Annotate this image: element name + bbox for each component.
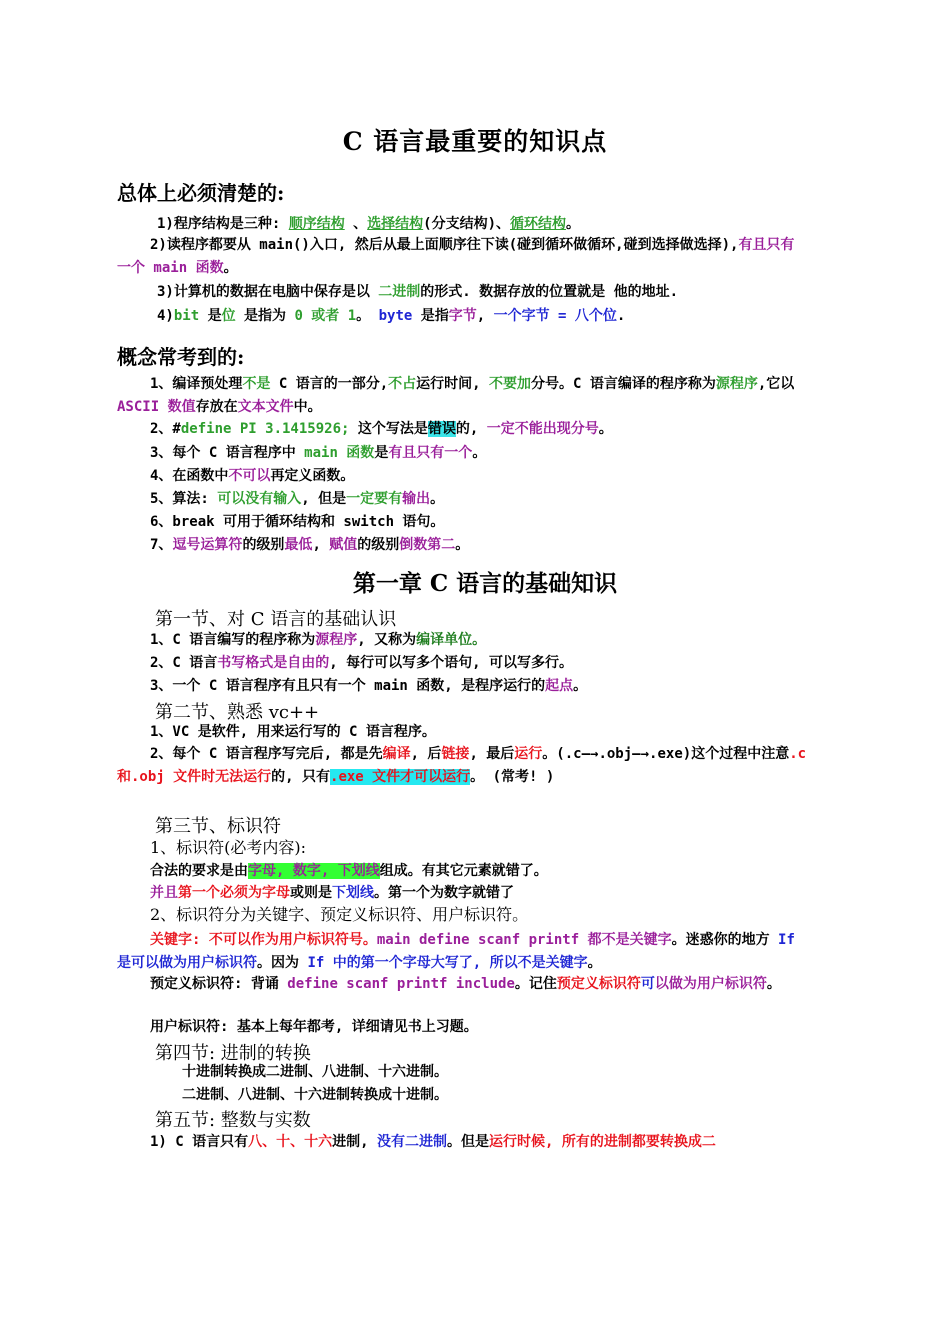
text: 没有二进制 (377, 1134, 448, 1150)
text: 的级别 (242, 537, 285, 553)
overview-line-4 (157, 306, 625, 326)
text: 3、一个 C 语言程序有且只有一个 main 函数, 是程序运行的 (150, 678, 546, 694)
text: C 语言的一部分, (270, 376, 389, 392)
text: 1、VC 是软件, 用来运行写的 C 语言程序。 (150, 724, 436, 740)
text: 或则是 (290, 885, 332, 901)
text: 7、 (150, 537, 173, 553)
section-5-item-1 (150, 1132, 716, 1152)
section-3-item-5 (117, 929, 807, 974)
text: 中。 (293, 398, 322, 415)
concepts-heading: 概念常考到的: (117, 345, 245, 369)
text: 顺序结构 (288, 216, 345, 232)
text: 位 (221, 308, 236, 324)
text: 。迷惑你的地方 (671, 932, 779, 948)
section-5-heading: 第五节: 整数与实数 (155, 1110, 311, 1131)
text: 。 (223, 259, 238, 276)
text: 循环结构 (510, 216, 567, 232)
text: 八、十、十六 (248, 1134, 333, 1150)
text: 。第一个为数字就错了 (374, 885, 514, 901)
text: 不是 (242, 376, 271, 392)
text: 用户标识符: 基本上每年都考, 详细请见书上习题。 (150, 1019, 478, 1035)
section-2-item-1 (150, 722, 436, 742)
text: 存放在 (195, 398, 238, 415)
text: 源程序 (315, 632, 358, 648)
text: 。因为 (257, 954, 308, 971)
concept-item-2 (150, 419, 613, 439)
text: 是指为 (235, 308, 295, 324)
text: 关键字: 不可以作为用户标识符号。 (150, 932, 377, 948)
text: .exe 文件才可以运行 (330, 768, 471, 785)
text: byte (378, 308, 413, 324)
section-4-item-2 (182, 1085, 448, 1105)
text: 。 (566, 216, 581, 232)
text: 。 (常考! ) (470, 768, 555, 785)
text: If 中的第一个字母大写了, 所以不是关键字 (307, 954, 588, 971)
text: 字母, 数字, 下划线 (248, 863, 380, 879)
text: 1、C 语言编写的程序称为 (150, 632, 316, 648)
text: 。 (472, 632, 487, 648)
text: 选择结构 (367, 216, 424, 232)
section-3-item-7 (150, 1017, 478, 1037)
concept-item-6 (150, 512, 444, 532)
text: .obj— (598, 746, 641, 762)
text: 输出 (402, 491, 431, 507)
text: 。记住 (514, 976, 557, 992)
text: 不占 (388, 376, 417, 392)
overview-line-2 (117, 234, 807, 279)
text: 6、break 可用于循环结构和 switch 语句。 (150, 514, 445, 530)
section-3-item-6 (117, 973, 807, 996)
text: 。 (573, 678, 588, 694)
section-2-heading: 第二节、熟悉 vc++ (155, 702, 320, 723)
text: 进制, (332, 1134, 378, 1150)
text: 运行时间, (416, 376, 490, 392)
text: 是指 (412, 308, 449, 324)
text: 有且只有一个 main 函数 (117, 237, 795, 276)
text: 源程序 (715, 376, 758, 392)
section-4-item-1 (182, 1062, 448, 1082)
text: ,它以 (757, 376, 795, 392)
text: , 每行可以写多个语句, 可以写多行。 (329, 655, 574, 671)
text: 再定义函数。 (270, 468, 355, 484)
text: 2、# (150, 421, 181, 437)
text: 预定义标识符 (556, 976, 641, 992)
text: 2、标识符分为关键字、预定义标识符、用户标识符。 (150, 905, 529, 924)
text: 并且 (150, 885, 178, 901)
text: main define scanf printf (376, 932, 580, 948)
text: 的级别 (357, 537, 400, 553)
text: 逗号运算符 (172, 537, 243, 553)
overview-line-1 (157, 214, 580, 234)
text: main 函数 (304, 445, 375, 461)
text: 不可以 (228, 468, 271, 484)
text: 的, 只有 (271, 768, 331, 785)
text: 都不是关键字 (579, 932, 672, 948)
text: 书写格式是自由的 (217, 655, 330, 671)
text: 1、标识符(必考内容): (150, 838, 307, 857)
text: 错误 (427, 421, 456, 437)
arrow-right-icon: → (590, 746, 599, 762)
text: . (616, 308, 626, 324)
text: 十进制转换成二进制、八进制、十六进制。 (182, 1064, 448, 1080)
text: 是 (374, 445, 389, 461)
text: 、 (344, 216, 368, 232)
text: If 是可以做为用户标识符 (117, 932, 795, 971)
text: 一定不能出现分号 (486, 421, 599, 437)
concept-item-5 (150, 489, 444, 509)
text: 组成。有其它元素就错了。 (379, 863, 548, 879)
section-1-item-1 (150, 630, 486, 650)
text: 4、在函数中 (150, 468, 229, 484)
section-1-item-2 (150, 653, 573, 673)
text: 这个写法是 (349, 421, 428, 437)
concept-item-7 (150, 535, 469, 555)
overview-heading: 总体上必须清楚的: (117, 181, 285, 205)
text: 一个字节 = 八个位 (493, 308, 617, 324)
text: bit (173, 308, 200, 324)
text: 2、每个 C 语言程序写完后, 都是先 (150, 746, 383, 762)
text: define PI 3.1415926; (180, 421, 350, 437)
text: 2、C 语言 (150, 655, 218, 671)
section-3-item-1 (150, 838, 306, 858)
text: 3、每个 C 语言程序中 (150, 445, 305, 461)
section-3-item-4 (150, 905, 528, 925)
text: 4) (157, 308, 174, 324)
text: (分支结构)、 (423, 216, 511, 232)
text: , (476, 308, 494, 324)
text: 赋值 (329, 537, 358, 553)
text: 。 (356, 308, 379, 324)
text: 2)读程序都要从 main()入口, 然后从最上面顺序往下读(碰到循环做循环,碰到选择做选择), (150, 237, 739, 253)
text: 第一个必须为字母 (178, 885, 290, 901)
text: 1) C 语言只有 (150, 1134, 249, 1150)
text: 合法的要求是由 (150, 863, 248, 879)
text: , 后 (410, 746, 442, 762)
text: 编译单位 (416, 632, 473, 648)
section-3-heading: 第三节、标识符 (155, 816, 281, 837)
text: 不要加 (489, 376, 532, 392)
concept-item-1 (117, 373, 807, 418)
section-3-item-3 (150, 883, 514, 903)
chapter-1-heading: 第一章 C 语言的基础知识 (352, 570, 618, 597)
text: 。但是 (447, 1134, 490, 1150)
text: 起点 (545, 678, 574, 694)
text: 0 或者 1 (294, 308, 357, 324)
text: .c 和.obj 文件时无法运行 (117, 746, 807, 785)
text: 链接 (441, 746, 470, 762)
text: 3)计算机的数据在电脑中保存是以 (157, 284, 379, 300)
text: define scanf printf include (287, 976, 515, 992)
text: 二进制 (378, 284, 421, 300)
text: 。(.c— (542, 746, 591, 762)
text: 。 (587, 954, 602, 971)
text: , 但是 (301, 491, 347, 507)
text: 运行时候, 所有的进制都要转换成二 (489, 1134, 716, 1150)
text: 1)程序结构是三种: (157, 216, 289, 232)
section-1-item-3 (150, 676, 587, 696)
text: , 又称为 (357, 632, 417, 648)
text: 一定要有 (346, 491, 403, 507)
text: 编译 (382, 746, 411, 762)
text: 。 (430, 491, 445, 507)
text: 。 (472, 445, 487, 461)
text: 运行 (514, 746, 543, 762)
text: , (312, 537, 330, 553)
text: 。 (766, 976, 781, 992)
text: 最低 (284, 537, 313, 553)
arrow-right-icon: → (640, 746, 650, 762)
text: 预定义标识符: 背诵 (150, 976, 288, 992)
section-2-item-2 (117, 743, 807, 788)
text: 可以没有输入 (217, 491, 302, 507)
text: .exe)这个过程中注意 (649, 746, 790, 762)
text: 二进制、八进制、十六进制转换成十进制。 (182, 1087, 448, 1103)
text: 1、编译预处理 (150, 376, 243, 392)
document-title: C 语言最重要的知识点 (342, 127, 608, 156)
text: 倒数第二 (399, 537, 456, 553)
text: 有且只有一个 (388, 445, 473, 461)
text: 的形式. 数据存放的位置就是 他的地址. (420, 284, 679, 300)
overview-line-3 (157, 282, 678, 302)
text: 是 (199, 308, 222, 324)
text: 可 (640, 976, 655, 992)
text: 分号。C 语言编译的程序称为 (531, 376, 716, 392)
section-3-item-2 (150, 861, 548, 881)
text: ASCII 数值 (117, 398, 196, 415)
concept-item-3 (150, 443, 486, 463)
text: 下划线 (332, 885, 374, 901)
section-1-heading: 第一节、对 C 语言的基础认识 (155, 609, 397, 630)
text: 。 (598, 421, 613, 437)
text: 5、算法: (150, 491, 218, 507)
concept-item-4 (150, 466, 354, 486)
text: 。 (455, 537, 470, 553)
text: , 最后 (469, 746, 515, 762)
text: 的, (455, 421, 487, 437)
text: 以做为用户标识符 (654, 976, 767, 992)
text: 文本文件 (237, 398, 294, 415)
text: 字节 (448, 308, 477, 324)
section-4-heading: 第四节: 进制的转换 (155, 1043, 311, 1064)
